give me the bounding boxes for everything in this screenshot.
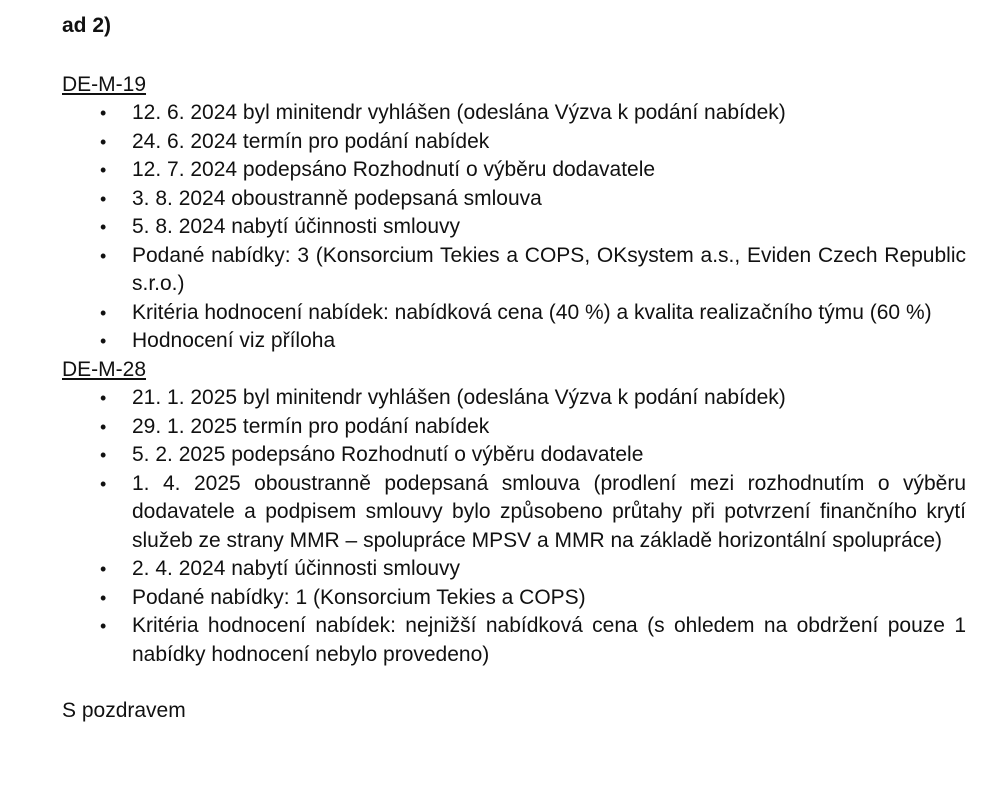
bullet-list [62,99,966,356]
list-item-text: Podané nabídky: 3 (Konsorcium Tekies a COPS, OKsystem a.s., Eviden Czech Republic s.r.o.) [132,243,966,295]
list-item [62,299,966,328]
section-heading: ad 2) [62,14,112,37]
list-item-text: 24. 6. 2024 termín pro podání nabídek [132,129,490,153]
list-item-text: Kritéria hodnocení nabídek: nabídková cena (40 %) a kvalita realizačního týmu (60 %) [132,300,932,324]
bullet-icon: • [100,103,107,123]
list-item-text: 12. 7. 2024 podepsáno Rozhodnutí o výběru dodavatele [132,158,656,181]
list-item-text: 1. 4. 2025 oboustranně podepsaná smlouva (prodlení mezi rozhodnutím o výběru dodavatele a podpisem smlouvy bylo způsobeno průtahy při potvrzení finančního krytí služeb ze strany MMR – spolupráce MPSV a MMR na základě horizontální spolupráce) [132,471,966,552]
list-item-text: 5. 8. 2024 nabytí účinnosti smlouvy [132,215,461,238]
bullet-icon: • [100,559,107,579]
list-item [62,470,966,556]
list-item [62,413,966,442]
list-item [62,242,966,299]
list-item [62,384,966,413]
list-item [62,441,966,470]
section-de-m-28 [62,356,966,670]
bullet-icon: • [100,416,107,437]
bullet-icon: • [100,587,107,608]
list-item [62,99,966,128]
list-item [62,156,966,185]
bullet-icon: • [100,217,107,237]
bullet-icon: • [100,131,107,152]
list-item-text: 2. 4. 2024 nabytí účinnosti smlouvy [132,557,461,580]
bullet-icon: • [100,331,107,351]
bullet-icon: • [100,445,107,465]
section-title: DE-M-28 [62,357,147,381]
section-title: DE-M-19 [62,72,147,96]
list-item-text: 29. 1. 2025 termín pro podání nabídek [132,414,490,438]
bullet-icon: • [100,188,107,209]
bullet-icon: • [100,473,107,494]
closing-text: S pozdravem [62,699,186,722]
section-de-m-19 [62,71,966,356]
list-item [62,128,966,157]
list-item-text: 5. 2. 2025 podepsáno Rozhodnutí o výběru dodavatele [132,443,644,466]
list-item [62,584,966,613]
bullet-icon: • [100,245,107,266]
list-item [62,327,966,356]
list-item-text: Kritéria hodnocení nabídek: nejnižší nabídková cena (s ohledem na obdržení pouze 1 nabídky hodnocení nebylo provedeno) [132,614,966,666]
bullet-icon: • [100,160,107,180]
spacer [62,41,966,71]
list-item-text: 12. 6. 2024 byl minitendr vyhlášen (odeslána Výzva k podání nabídek) [132,101,786,124]
list-item-text: Podané nabídky: 1 (Konsorcium Tekies a COPS) [132,585,586,609]
bullet-icon: • [100,616,107,636]
list-item [62,185,966,214]
list-item-text: 21. 1. 2025 byl minitendr vyhlášen (odeslána Výzva k podání nabídek) [132,386,786,409]
bullet-icon: • [100,302,107,323]
list-item-text: Hodnocení viz příloha [132,329,336,352]
spacer [62,669,966,697]
list-item [62,213,966,242]
bullet-list [62,384,966,669]
document-page [62,12,966,726]
list-item-text: 3. 8. 2024 oboustranně podepsaná smlouva [132,186,542,210]
bullet-icon: • [100,388,107,408]
list-item [62,612,966,669]
list-item [62,555,966,584]
